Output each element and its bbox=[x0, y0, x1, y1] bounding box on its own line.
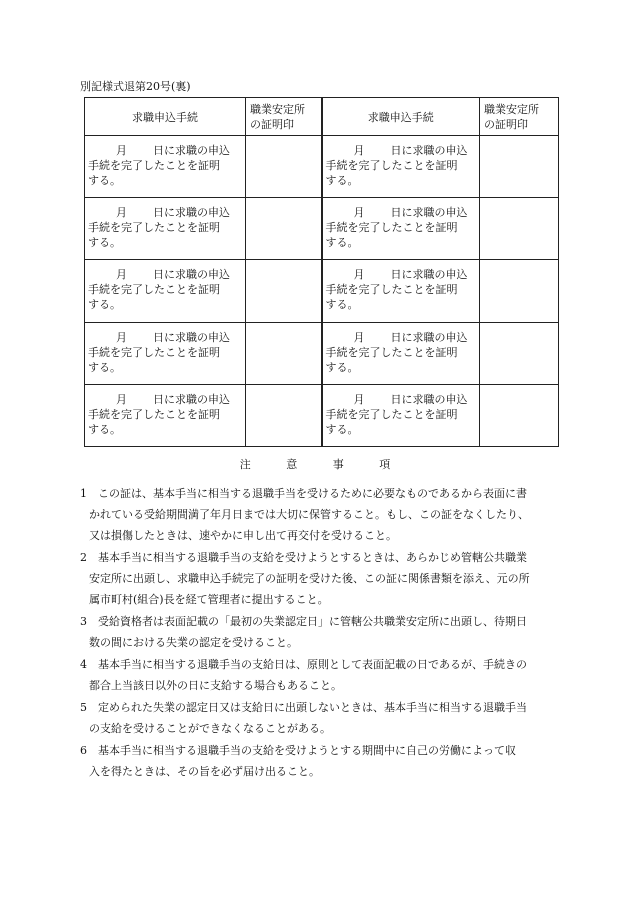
note-number: 6 bbox=[80, 744, 87, 757]
note-line: この証は、基本手当に相当する退職手当を受けるために必要なものであるから表面に書 bbox=[98, 487, 527, 500]
header-office-line2: の証明印 bbox=[250, 117, 294, 131]
month-label: 月 bbox=[116, 144, 127, 157]
day-text: 日に求職の申込 bbox=[390, 330, 468, 344]
cell-line-1 bbox=[88, 392, 242, 407]
month-label: 月 bbox=[116, 392, 127, 406]
notes-title-char: 注 bbox=[239, 458, 251, 471]
day-text: 日に求職の申込 bbox=[153, 206, 230, 220]
header-office-line2: の証明印 bbox=[484, 117, 528, 131]
cell-line-1 bbox=[326, 330, 477, 345]
cell-line-3: する。 bbox=[88, 236, 121, 250]
header-office-stamp-right bbox=[480, 98, 559, 136]
month-label: 月 bbox=[116, 330, 127, 344]
cell-line-2: 手続を完了したことを証明 bbox=[325, 159, 458, 172]
note-line: 基本手当に相当する退職手当の支給を受けようとする期間中に自己の労働によって収 bbox=[98, 744, 516, 757]
procedure-cell-left bbox=[85, 322, 246, 384]
cell-line-1 bbox=[88, 143, 242, 158]
note-number: 3 bbox=[80, 615, 87, 628]
cell-line-2: 手続を完了したことを証明 bbox=[88, 407, 220, 421]
month-label: 月 bbox=[116, 206, 127, 220]
office-stamp-cell-right[interactable] bbox=[480, 198, 559, 260]
day-text: 日に求職の申込 bbox=[390, 144, 468, 157]
procedure-cell-right bbox=[322, 260, 480, 322]
notes-title-char: 意 bbox=[286, 458, 298, 471]
note-line: 受給資格者は表面記載の「最初の失業認定日」に管轄公共職業安定所に出頭し、待期日 bbox=[98, 615, 527, 628]
note-line: 安定所に出頭し、求職申込手続完了の証明を受けた後、この証に関係書類を添え、元の所 bbox=[89, 572, 530, 585]
day-text: 日に求職の申込 bbox=[390, 268, 468, 282]
office-stamp-cell-left[interactable] bbox=[246, 322, 322, 384]
procedure-cell-right bbox=[322, 322, 480, 384]
day-text: 日に求職の申込 bbox=[390, 206, 468, 220]
note-item bbox=[80, 697, 570, 739]
notes-title-char: 項 bbox=[379, 458, 391, 471]
procedure-cell-left bbox=[85, 260, 246, 322]
cell-line-1 bbox=[326, 143, 477, 158]
header-office-line1: 職業安定所 bbox=[484, 102, 539, 116]
day-text: 日に求職の申込 bbox=[153, 330, 230, 344]
cell-line-2: 手続を完了したことを証明 bbox=[88, 345, 220, 359]
month-label: 月 bbox=[353, 144, 365, 157]
note-line: 基本手当に相当する退職手当の支給を受けようとするときは、あらかじめ管轄公共職業 bbox=[98, 551, 527, 564]
certification-table bbox=[84, 97, 559, 447]
table-header-row bbox=[85, 98, 559, 136]
cell-line-1 bbox=[88, 205, 242, 220]
office-stamp-cell-left[interactable] bbox=[246, 384, 322, 446]
cell-line-3: する。 bbox=[88, 298, 121, 312]
procedure-cell-right bbox=[322, 384, 480, 446]
cell-line-1 bbox=[88, 267, 242, 282]
note-line: 都合上当該日以外の日に支給する場合もあること。 bbox=[89, 679, 342, 692]
note-item bbox=[80, 611, 570, 653]
cell-line-3: する。 bbox=[325, 298, 359, 312]
notes-list bbox=[80, 483, 570, 783]
note-line: 定められた失業の認定日又は支給日に出頭しないときは、基本手当に相当する退職手当 bbox=[98, 701, 527, 714]
cell-line-3: する。 bbox=[88, 174, 121, 187]
note-item bbox=[80, 547, 570, 610]
month-label: 月 bbox=[353, 330, 365, 344]
cell-line-1 bbox=[326, 392, 477, 407]
procedure-cell-left bbox=[85, 198, 246, 260]
note-line: 基本手当に相当する退職手当の支給日は、原則として表面記載の日であるが、手続きの bbox=[98, 658, 527, 671]
header-office-line1: 職業安定所 bbox=[250, 102, 305, 116]
table-row bbox=[85, 384, 559, 446]
day-text: 日に求職の申込 bbox=[153, 144, 230, 157]
cell-line-3: する。 bbox=[88, 422, 121, 436]
procedure-cell-left bbox=[85, 384, 246, 446]
table-row bbox=[85, 260, 559, 322]
table-row bbox=[85, 136, 559, 198]
office-stamp-cell-left[interactable] bbox=[246, 198, 322, 260]
cell-line-3: する。 bbox=[325, 236, 359, 250]
procedure-cell-left bbox=[85, 136, 246, 198]
cell-line-3: する。 bbox=[325, 422, 359, 436]
note-number: 4 bbox=[80, 658, 87, 671]
cell-line-2: 手続を完了したことを証明 bbox=[325, 221, 458, 235]
cell-line-2: 手続を完了したことを証明 bbox=[88, 221, 220, 235]
day-text: 日に求職の申込 bbox=[390, 392, 468, 406]
note-number: 1 bbox=[80, 487, 87, 500]
note-line: 属市町村(組合)長を経て管理者に提出すること。 bbox=[89, 593, 329, 606]
office-stamp-cell-right[interactable] bbox=[480, 136, 559, 198]
cell-line-1 bbox=[326, 267, 477, 282]
day-text: 日に求職の申込 bbox=[153, 392, 230, 406]
form-number-label: 別記様式退第20号(裏) bbox=[80, 80, 191, 93]
procedure-cell-right bbox=[322, 198, 480, 260]
notes-title-char: 事 bbox=[332, 458, 344, 471]
cell-line-3: する。 bbox=[325, 174, 359, 187]
notes-title bbox=[0, 458, 630, 472]
note-item bbox=[80, 740, 570, 782]
cell-line-1 bbox=[88, 330, 242, 345]
cell-line-3: する。 bbox=[325, 360, 359, 374]
cell-line-2: 手続を完了したことを証明 bbox=[325, 345, 458, 359]
header-procedure-left: 求職申込手続 bbox=[85, 98, 246, 136]
cell-line-2: 手続を完了したことを証明 bbox=[325, 283, 458, 297]
note-line: 入を得たときは、その旨を必ず届け出ること。 bbox=[89, 765, 320, 778]
note-line: 又は損傷したときは、速やかに申し出て再交付を受けること。 bbox=[89, 529, 397, 542]
day-text: 日に求職の申込 bbox=[153, 268, 230, 282]
procedure-cell-right bbox=[322, 136, 480, 198]
header-office-stamp-left bbox=[246, 98, 322, 136]
month-label: 月 bbox=[353, 392, 365, 406]
month-label: 月 bbox=[116, 268, 127, 282]
cell-line-1 bbox=[326, 205, 477, 220]
cell-line-2: 手続を完了したことを証明 bbox=[325, 407, 458, 421]
cell-line-3: する。 bbox=[88, 360, 121, 374]
note-number: 5 bbox=[80, 701, 87, 714]
month-label: 月 bbox=[353, 268, 365, 282]
office-stamp-cell-right[interactable] bbox=[480, 260, 559, 322]
note-line: の支給を受けることができなくなることがある。 bbox=[89, 722, 331, 735]
cell-line-2: 手続を完了したことを証明 bbox=[88, 283, 220, 297]
note-line: かれている受給期間満了年月日までは大切に保管すること。もし、この証をなくしたり、 bbox=[89, 508, 529, 521]
office-stamp-cell-right[interactable] bbox=[480, 384, 559, 446]
cell-line-2: 手続を完了したことを証明 bbox=[88, 159, 220, 172]
office-stamp-cell-right[interactable] bbox=[480, 322, 559, 384]
note-line: 数の間における失業の認定を受けること。 bbox=[89, 636, 298, 649]
table-row bbox=[85, 198, 559, 260]
note-number: 2 bbox=[80, 551, 87, 564]
note-item bbox=[80, 483, 570, 546]
header-procedure-right: 求職申込手続 bbox=[322, 98, 480, 136]
office-stamp-cell-left[interactable] bbox=[246, 260, 322, 322]
month-label: 月 bbox=[353, 206, 365, 220]
office-stamp-cell-left[interactable] bbox=[246, 136, 322, 198]
note-item bbox=[80, 654, 570, 696]
table-row bbox=[85, 322, 559, 384]
